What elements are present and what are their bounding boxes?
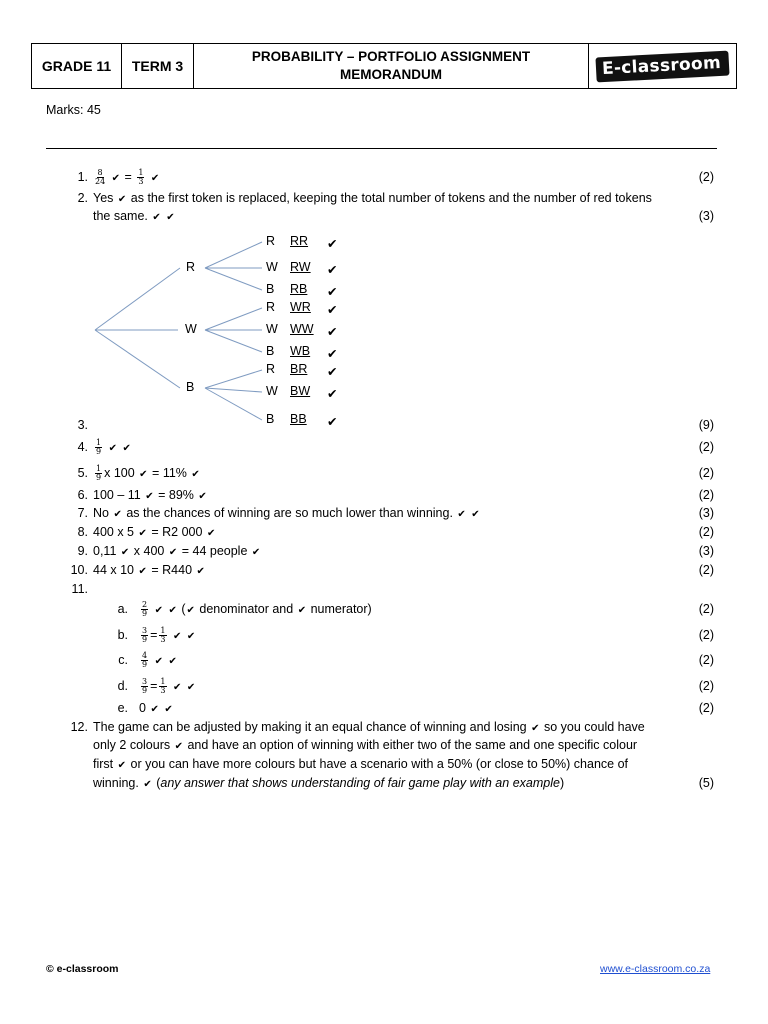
tree-outcome: RR [290,234,309,248]
q-subnumber: c. [118,653,128,667]
q-text: $\frac{1}{9}$ x 100 ✔ = 11% ✔ [96,464,200,483]
tree-outcome: WR [290,300,311,314]
answer-12-line4 [0,774,768,792]
check-icon: ✔ [198,491,207,502]
q-subnumber: e. [117,701,128,715]
term-cell: TERM 3 [122,44,194,88]
q-text [93,438,132,458]
check-icon: ✔ [206,528,216,539]
tree-outcome: WB [290,344,311,358]
q-number: 1. [77,170,88,184]
check-icon: ✔ [327,387,338,401]
q-mark: (2) [698,679,714,693]
check-icon: ✔ [174,741,183,752]
q-mark: (3) [698,209,714,223]
q-mark: (2) [698,525,714,539]
eclassroom-logo: E-classroom [595,50,729,82]
tree-diagram [0,0,768,440]
tree-second-label: B [266,344,275,358]
q-text: Yes ✔ as the first token is replaced, keeping the total number of tokens and the number of red tokens [93,191,652,205]
q-mark: (2) [698,602,714,616]
tree-second-label: R [266,234,276,248]
answer-8 [0,523,768,541]
check-icon: ✔ [186,631,196,642]
check-icon: ✔ [327,303,338,317]
fraction: $\frac{1}{3}$ [160,677,166,696]
check-icon: ✔ [166,212,175,223]
q-number: 6. [77,488,88,502]
footer-copyright: © e-classroom [46,963,119,975]
check-icon: ✔ [138,528,147,539]
check-icon: ✔ [139,469,148,480]
check-icon: ✔ [164,704,173,715]
check-icon: ✔ [143,779,152,790]
answer-11 [0,580,768,598]
q-mark: (3) [698,506,714,520]
check-icon: ✔ [138,566,147,577]
answer-11b [0,626,768,644]
marks-total: Marks: 45 [46,103,101,117]
q-number: 5. [77,466,88,480]
tree-second-label: W [266,322,278,336]
q-text: 400 x 5 ✔ = R2 000 ✔ [93,525,216,539]
check-icon: ✔ [327,263,338,277]
q-text: No ✔ as the chances of winning are so much lower than winning. ✔ ✔ [93,506,480,520]
fraction: $\frac{1}{9}$ [96,464,102,483]
tree-outcome: BR [290,362,308,376]
answer-7 [0,504,768,522]
fraction: $\frac{3}{9}$ [142,677,148,696]
q-text: 0 ✔ ✔ [139,701,173,715]
footer-website-link[interactable]: www.e-classroom.co.za [600,963,711,975]
q-text: first ✔ or you can have more colours but have a scenario with a 50% (or close to 50%) chance of [93,757,628,771]
check-icon: ✔ [327,325,338,339]
check-icon: ✔ [117,760,127,771]
q-number: 12. [70,720,88,734]
check-icon: ✔ [191,469,200,480]
tree-outcome: WW [290,322,314,336]
check-icon: ✔ [111,173,121,184]
check-icon: ✔ [471,509,480,520]
check-icon: ✔ [172,682,182,693]
grade-cell: GRADE 11 [32,44,122,88]
tree-first-r: R [186,260,196,274]
q-number: 2. [77,191,88,205]
check-icon: ✔ [251,547,261,558]
tree-outcome: BW [290,384,311,398]
q-number: 9. [77,544,88,558]
check-icon: ✔ [196,566,205,577]
q-mark: (9) [698,418,714,432]
q-text: 100 – 11 ✔ = 89% ✔ [93,488,207,502]
q-text [139,651,178,671]
fraction: $\frac{8}{24}$ [95,168,106,187]
check-icon: ✔ [122,443,131,454]
q-subnumber: d. [117,679,128,693]
answer-6 [0,486,768,504]
answer-4 [0,438,768,456]
q-text: $\frac{2}{9}$ ✔ ✔ (✔ denominator and ✔ numerator) [142,600,372,619]
check-icon: ✔ [457,509,466,520]
fraction: $\frac{1}{9}$ [96,438,102,457]
q-number: 7. [77,506,88,520]
q-mark: (2) [698,563,714,577]
answer-12 [0,718,768,736]
tree-second-label: B [266,412,275,426]
answer-11e [0,699,768,717]
check-icon: ✔ [327,285,338,299]
check-icon: ✔ [113,509,122,520]
q-text: the same. ✔ ✔ [93,209,175,223]
check-icon: ✔ [186,682,196,693]
q-subnumber: a. [117,602,128,616]
answer-5 [0,464,768,482]
check-icon: ✔ [327,237,338,251]
check-icon: ✔ [108,443,117,454]
q-text: $\frac{3}{9}$ = $\frac{1}{3}$ ✔ ✔ [142,677,196,696]
check-icon: ✔ [154,656,163,667]
tree-outcome: RW [290,260,311,274]
check-icon: ✔ [327,347,338,361]
q-text: only 2 colours ✔ and have an option of winning with either two of the same and one specific colour [93,738,638,752]
tree-outcome: RB [290,282,308,296]
answer-12-line3 [0,755,768,773]
check-icon: ✔ [531,723,540,734]
answer-12-line2 [0,736,768,754]
answer-3 [0,416,768,434]
q-mark: (2) [698,466,714,480]
q-mark: (2) [698,440,714,454]
tree-outcome: BB [290,412,307,426]
check-icon: ✔ [150,704,159,715]
check-icon: ✔ [297,605,307,616]
fraction: $\frac{4}{9}$ [142,651,148,670]
answer-10 [0,561,768,579]
check-icon: ✔ [168,547,178,558]
check-icon: ✔ [117,194,127,205]
q-mark: (3) [698,544,714,558]
q-text: winning. ✔ (any answer that shows understanding of fair game play with an example) [93,776,565,790]
q-number: 8. [77,525,88,539]
q-number: 3. [77,418,88,432]
check-icon: ✔ [172,631,182,642]
tree-second-label: R [266,300,276,314]
check-icon: ✔ [327,415,338,429]
tree-first-b: B [186,380,195,394]
answer-9 [0,542,768,560]
q-text: $\frac{3}{9}$ = $\frac{1}{3}$ ✔ ✔ [142,626,196,645]
check-icon: ✔ [152,212,161,223]
q-mark: (2) [698,170,714,184]
tree-second-label: B [266,282,275,296]
answer-11c [0,651,768,669]
tree-first-w: W [185,322,197,336]
q-number: 11. [71,582,88,596]
answer-11d [0,677,768,695]
q-number: 10. [70,563,88,577]
q-text: 0,11 ✔ x 400 ✔ = 44 people ✔ [93,544,261,558]
q-number: 4. [77,440,88,454]
fraction: $\frac{3}{9}$ [142,626,148,645]
q-mark: (2) [698,653,714,667]
check-icon: ✔ [145,491,154,502]
check-icon: ✔ [120,547,130,558]
q-mark: (5) [698,776,714,790]
tree-second-label: W [266,384,278,398]
check-icon: ✔ [186,605,195,616]
q-mark: (2) [698,628,714,642]
q-subnumber: b. [117,628,128,642]
q-text: The game can be adjusted by making it an equal chance of winning and losing ✔ so you could have [93,720,645,734]
fraction: $\frac{1}{3}$ [138,168,144,187]
q-text: $\frac{8}{24}$ ✔ = $\frac{1}{3}$ ✔ [95,168,160,187]
check-icon: ✔ [327,365,338,379]
fraction: $\frac{2}{9}$ [142,600,148,619]
tree-second-label: R [266,362,276,376]
q-mark: (2) [698,701,714,715]
check-icon: ✔ [168,605,177,616]
fraction: $\frac{1}{3}$ [160,626,166,645]
check-icon: ✔ [154,605,163,616]
check-icon: ✔ [168,656,177,667]
check-icon: ✔ [150,173,160,184]
title-line2: MEMORANDUM [340,67,442,82]
q-mark: (2) [698,488,714,502]
tree-second-label: W [266,260,278,274]
q-text: 44 x 10 ✔ = R440 ✔ [93,563,205,577]
answer-11a [0,600,768,618]
title-line1: PROBABILITY – PORTFOLIO ASSIGNMENT [251,49,531,64]
